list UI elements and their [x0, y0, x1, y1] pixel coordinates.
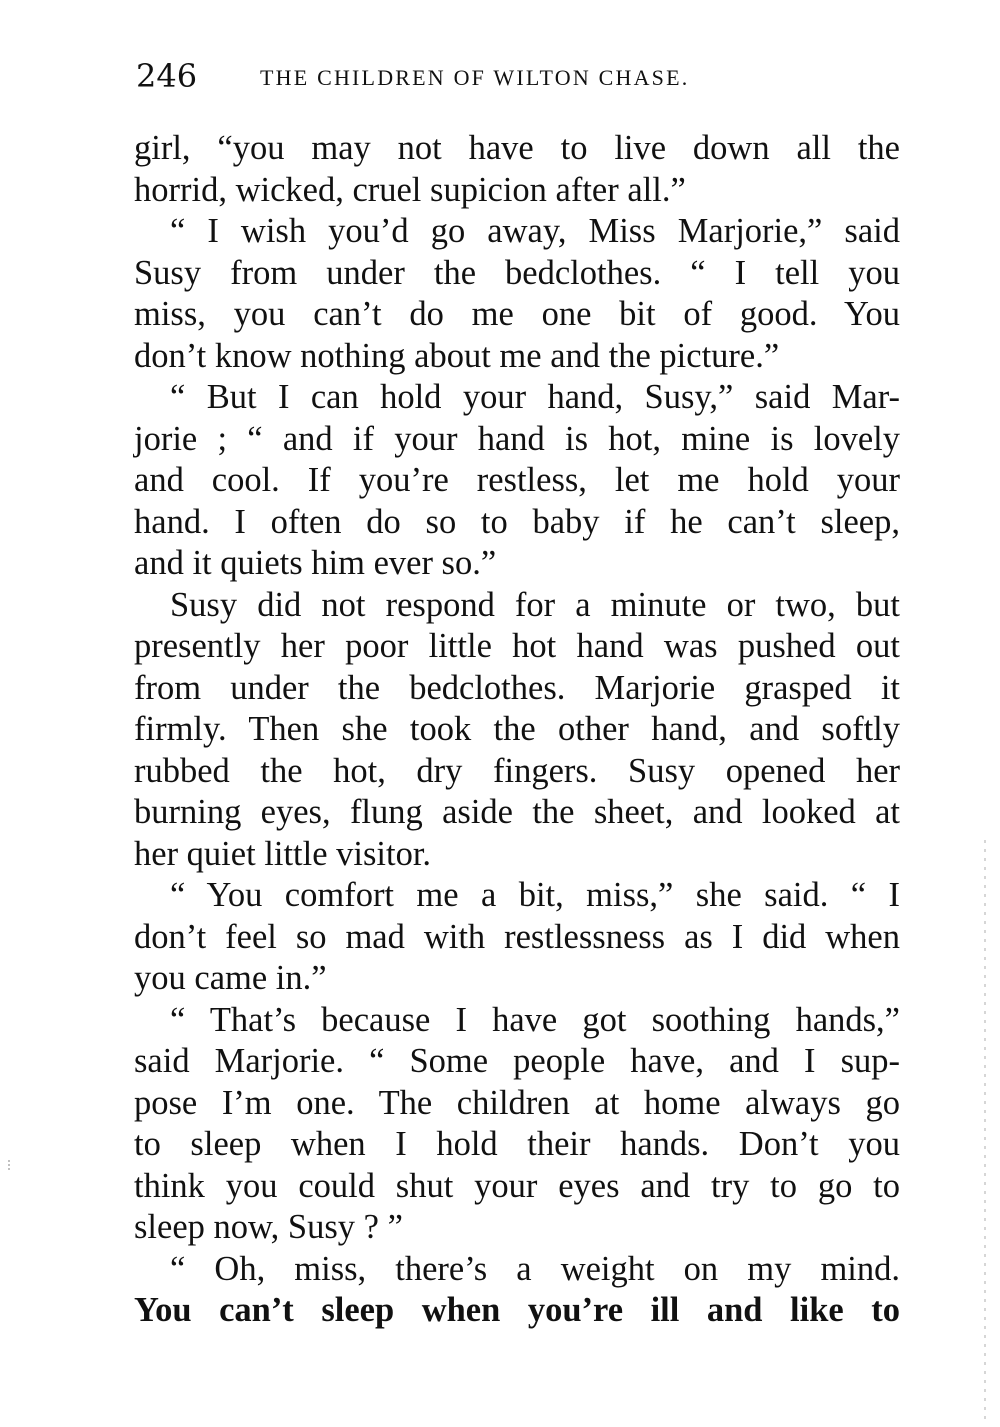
text-line: burning eyes, flung aside the sheet, and looked at — [134, 793, 900, 831]
text-line: don’t feel so mad with restlessness as I did when — [134, 917, 900, 956]
text-line: “ You comfort me a bit, miss,” she said. “ I — [170, 876, 900, 914]
text-line: “ That’s because I have got soothing hands,” — [170, 1000, 900, 1039]
text-line: her quiet little visitor. — [134, 834, 432, 873]
text-line: “ But I can hold your hand, Susy,” said Mar- — [170, 378, 900, 416]
text-line: firmly. Then she took the other hand, and softly — [134, 710, 900, 748]
text-line: Susy from under the bedclothes. “ I tell you — [134, 253, 900, 292]
text-line: girl, “you may not have to live down all the — [134, 129, 900, 167]
text-line: rubbed the hot, dry fingers. Susy opened her — [134, 751, 900, 790]
text-line: presently her poor little hot hand was pushed out — [134, 627, 900, 665]
page-number: 246 — [136, 57, 198, 95]
text-line: “ Oh, miss, there’s a weight on my mind. — [170, 1249, 900, 1288]
scan-speck-artifact — [8, 1160, 16, 1170]
text-line: horrid, wicked, cruel supicion after all.” — [134, 170, 686, 209]
text-line: hand. I often do so to baby if he can’t sleep, — [134, 502, 900, 541]
body-text — [134, 128, 900, 1332]
text-line: don’t know nothing about me and the picture.” — [134, 336, 780, 375]
text-line: sleep now, Susy ? ” — [134, 1208, 403, 1246]
text-line: miss, you can’t do me one bit of good. You — [134, 295, 900, 333]
text-line: you came in.” — [134, 959, 327, 997]
page-header — [136, 56, 901, 96]
text-line: jorie ; “ and if your hand is hot, mine is lovely — [134, 419, 900, 458]
text-line: Susy did not respond for a minute or two, but — [170, 585, 900, 624]
text-line: pose I’m one. The children at home always go — [134, 1083, 900, 1122]
text-line: to sleep when I hold their hands. Don’t you — [134, 1125, 900, 1163]
text-line: think you could shut your eyes and try to go to — [134, 1166, 900, 1205]
text-line: and cool. If you’re restless, let me hold your — [134, 461, 900, 499]
text-line: You can’t sleep when you’re ill and like to — [134, 1291, 900, 1329]
text-line: “ I wish you’d go away, Miss Marjorie,” said — [170, 212, 900, 250]
running-title: THE CHILDREN OF WILTON CHASE. — [260, 65, 690, 90]
text-line: from under the bedclothes. Marjorie grasped it — [134, 668, 900, 707]
text-line: and it quiets him ever so.” — [134, 544, 497, 582]
scan-edge-artifact — [984, 840, 986, 1420]
text-line: said Marjorie. “ Some people have, and I sup- — [134, 1042, 900, 1080]
